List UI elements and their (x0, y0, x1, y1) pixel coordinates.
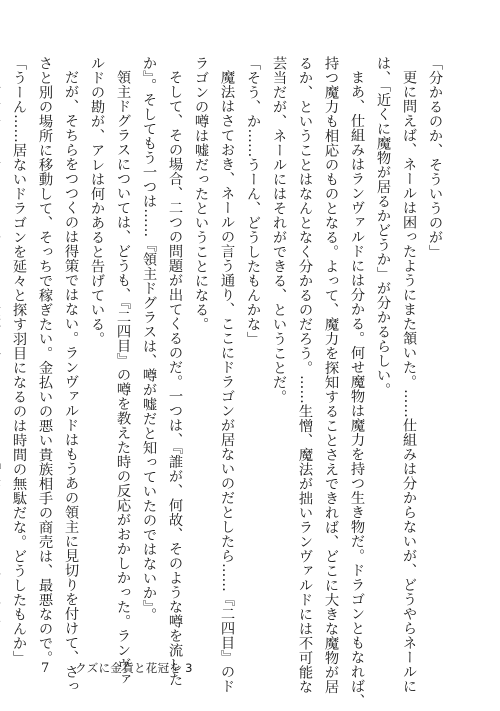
text-line: ルドの勘が、アレは何かあると告げている。 (89, 56, 105, 346)
text-line: さと別の場所に移動して、そっちで稼ぎたい。金払いの悪い貴族相手の商売は、最悪なので。 (37, 56, 53, 665)
text-line: まあ、仕組みはランヴァルドには分かる。何せ魔物は魔力を持つ生き物だ。ドラゴンともなれば、 (349, 70, 365, 709)
text-line: そして、その場合、二つの問題が出てくるのだ。一つは、『誰が、何故、そのような噂を流した (167, 70, 183, 687)
text-line: 「うーん……居ないドラゴンを延々と探す羽目になるのは時間の無駄だな。どうしたもんか」 (11, 56, 27, 665)
text-line: 魔法はさておき、ネールの言う通り、ここにドラゴンが居ないのだとしたら……『二四目』のド (219, 70, 235, 694)
text-line: 持つ魔力も相応のものとなる。よって、魔力を探知することさえできれば、どこに大きな魔物が居 (323, 56, 339, 694)
text-line: だが、そちらをつつくのは得策ではない。ランヴァルドはもうあの領主に見切りを付けて、さっ (63, 70, 79, 694)
text-line: 芸当だが、ネールにはそれができる、ということだ。 (271, 56, 287, 404)
text-line: 「そう、か……うーん、どうしたもんかな」 (245, 56, 261, 346)
text-line: か』。そしてもう一つは……『領主ドグラスは、噂が嘘だと知っていたのではないか』。 (141, 56, 157, 622)
text-line: 更に問えば、ネールは困ったようにまた頷いた。……仕組みは分からないが、どうやらネールに (401, 70, 417, 694)
text-line: は、「近くに魔物が居るかどうか」が分かるらしい。 (375, 56, 391, 397)
text-line: 「分かるのか、そういうのが」 (427, 56, 443, 259)
text-line (0, 56, 6, 616)
text-line: 領主ドグラスについては、どうも、『二四目』の噂を教えた時の反応がおかしかった。ランヴァ (115, 70, 131, 687)
page-footer (41, 660, 193, 676)
page-number: 7 (41, 661, 50, 676)
text-line: るか、ということはなんとなく分かるのだろう。……生憎、魔法が拙いランヴァルドには不可能な (297, 56, 313, 694)
text-line: ラゴンの噂は嘘だったということになる。 (193, 56, 209, 332)
book-title: クズに金貨と花冠を 3 (75, 661, 193, 675)
